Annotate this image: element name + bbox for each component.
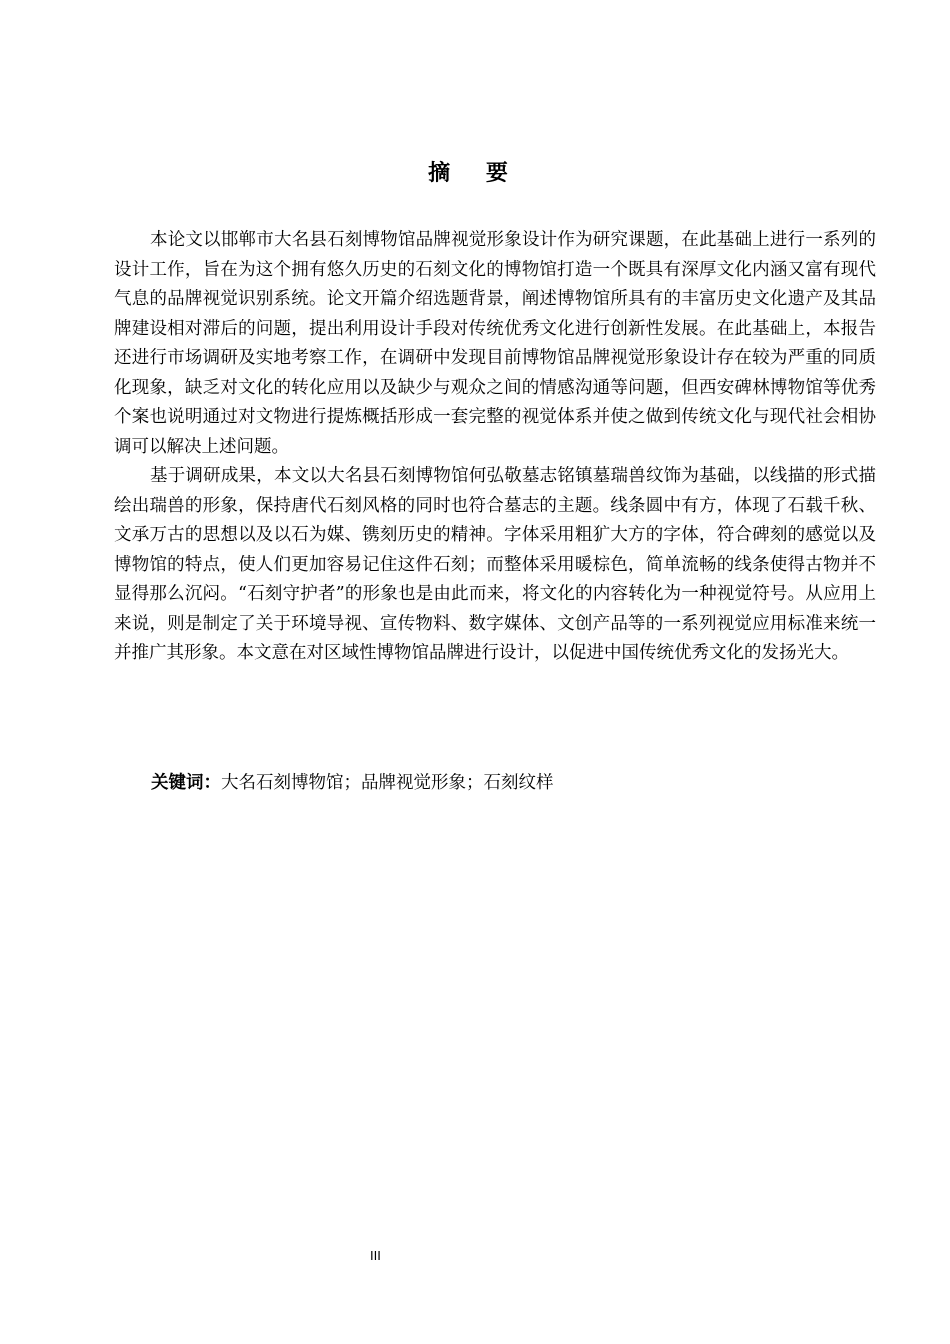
abstract-paragraph-1: 本论文以邯郸市大名县石刻博物馆品牌视觉形象设计作为研究课题，在此基础上进行一系列的设计工作，旨在为这个拥有悠久历史的石刻文化的博物馆打造一个既具有深厚文化内涵又富有现代气息的品牌视觉识别系统。论文开篇介绍选题背景，阐述博物馆所具有的丰富历史文化遗产及其品牌建设相对滞后的问题，提出利用设计手段对传统优秀文化进行创新性发展。在此基础上，本报告还进行市场调研及实地考察工作，在调研中发现目前博物馆品牌视觉形象设计存在较为严重的同质化现象，缺乏对文化的转化应用以及缺少与观众之间的情感沟通等问题，但西安碑林博物馆等优秀个案也说明通过对文物进行提炼概括形成一套完整的视觉体系并使之做到传统文化与现代社会相协调可以解决上述问题。	[114, 230, 876, 457]
abstract-body	[114, 226, 876, 669]
keywords-text: 大名石刻博物馆；品牌视觉形象；石刻纹样	[221, 773, 554, 793]
abstract-paragraph-2: 基于调研成果，本文以大名县石刻博物馆何弘敬墓志铭镇墓瑞兽纹饰为基础，以线描的形式描绘出瑞兽的形象，保持唐代石刻风格的同时也符合墓志的主题。线条圆中有方，体现了石载千秋、文承万古的思想以及以石为媒、镌刻历史的精神。字体采用粗犷大方的字体，符合碑刻的感觉以及博物馆的特点，使人们更加容易记住这件石刻；而整体采用暖棕色，简单流畅的线条使得古物并不显得那么沉闷。“石刻守护者”的形象也是由此而来，将文化的内容转化为一种视觉符号。从应用上来说，则是制定了关于环境导视、宣传物料、数字媒体、文创产品等的一系列视觉应用标准来统一并推广其形象。本文意在对区域性博物馆品牌进行设计，以促进中国传统优秀文化的发扬光大。	[114, 466, 876, 663]
page-number: III	[370, 1248, 381, 1263]
abstract-title: 摘 要	[428, 161, 522, 186]
keywords-line	[151, 768, 554, 798]
keywords-label: 关键词：	[151, 773, 221, 793]
